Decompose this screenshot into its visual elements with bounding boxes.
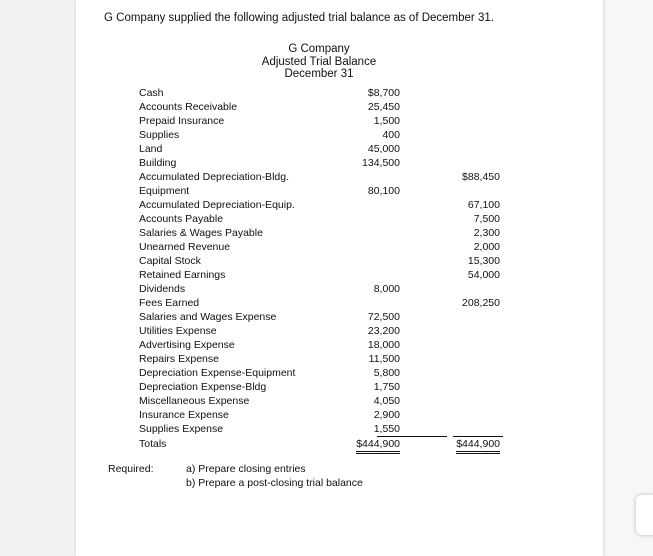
debit-amount: 45,000 bbox=[367, 143, 400, 155]
account-name: Land bbox=[139, 143, 163, 155]
table-row bbox=[139, 394, 509, 408]
table-row bbox=[139, 254, 509, 268]
account-name: Retained Earnings bbox=[139, 269, 226, 281]
debit-amount: 25,450 bbox=[367, 101, 400, 113]
account-name: Accounts Payable bbox=[139, 213, 224, 225]
credit-amount: 54,000 bbox=[467, 269, 500, 281]
credit-amount: 7,500 bbox=[473, 213, 500, 225]
table-row bbox=[139, 156, 509, 170]
statement-header bbox=[230, 43, 408, 81]
debit-amount: 1,750 bbox=[373, 381, 400, 393]
debit-amount: $444,900 bbox=[356, 437, 400, 454]
table-row bbox=[139, 282, 509, 296]
required-item-b: b) Prepare a post-closing trial balance bbox=[186, 476, 363, 489]
account-name: Repairs Expense bbox=[139, 353, 219, 365]
statement-title: Adjusted Trial Balance bbox=[261, 55, 377, 68]
debit-amount: 4,050 bbox=[373, 395, 400, 407]
credit-amount: $444,900 bbox=[456, 437, 500, 454]
account-name: Supplies Expense bbox=[139, 423, 224, 435]
required-items bbox=[186, 463, 363, 490]
required-item-a: a) Prepare closing entries bbox=[186, 463, 306, 475]
credit-amount: 2,000 bbox=[473, 241, 500, 253]
floating-tab[interactable] bbox=[636, 495, 653, 535]
account-name: Dividends bbox=[139, 283, 186, 295]
credit-amount: 67,100 bbox=[467, 199, 500, 211]
account-name: Utilities Expense bbox=[139, 325, 217, 337]
table-row bbox=[139, 170, 509, 184]
debit-amount: 72,500 bbox=[367, 311, 400, 323]
debit-amount: 1,500 bbox=[373, 115, 400, 127]
account-name: Cash bbox=[139, 87, 164, 99]
statement-date: December 31 bbox=[284, 68, 354, 80]
intro-text: G Company supplied the following adjusted trial balance as of December 31. bbox=[104, 12, 494, 24]
account-name: Accumulated Depreciation-Bldg. bbox=[139, 171, 289, 183]
table-row bbox=[139, 114, 509, 128]
table-row bbox=[139, 128, 509, 142]
company-name: G Company bbox=[288, 43, 350, 55]
account-name: Equipment bbox=[139, 185, 190, 197]
debit-amount: 2,900 bbox=[373, 409, 400, 421]
account-name: Prepaid Insurance bbox=[139, 115, 225, 127]
table-row bbox=[139, 437, 509, 451]
account-name: Salaries and Wages Expense bbox=[139, 311, 277, 323]
table-row bbox=[139, 240, 509, 254]
debit-amount: 8,000 bbox=[373, 283, 400, 295]
account-name: Miscellaneous Expense bbox=[139, 395, 250, 407]
credit-amount: 2,300 bbox=[473, 227, 500, 239]
required-label: Required: bbox=[108, 463, 154, 475]
account-name: Accumulated Depreciation-Equip. bbox=[139, 199, 295, 211]
table-row bbox=[139, 422, 509, 436]
debit-amount: 1,550 bbox=[373, 423, 400, 435]
table-row bbox=[139, 212, 509, 226]
table-row bbox=[139, 100, 509, 114]
table-row bbox=[139, 86, 509, 100]
table-row bbox=[139, 352, 509, 366]
account-name: Totals bbox=[139, 438, 167, 450]
debit-amount: $8,700 bbox=[367, 87, 400, 99]
trial-balance-table bbox=[139, 86, 509, 451]
account-name: Accounts Receivable bbox=[139, 101, 238, 113]
total-rule-debit bbox=[377, 436, 447, 437]
table-row bbox=[139, 198, 509, 212]
table-row bbox=[139, 226, 509, 240]
table-row bbox=[139, 380, 509, 394]
table-row bbox=[139, 184, 509, 198]
side-panel bbox=[606, 0, 653, 556]
debit-amount: 23,200 bbox=[367, 325, 400, 337]
account-name: Insurance Expense bbox=[139, 409, 229, 421]
debit-amount: 18,000 bbox=[367, 339, 400, 351]
debit-amount: 80,100 bbox=[367, 185, 400, 197]
account-name: Fees Earned bbox=[139, 297, 200, 309]
account-name: Capital Stock bbox=[139, 255, 201, 267]
account-name: Salaries & Wages Payable bbox=[139, 227, 263, 239]
table-row bbox=[139, 268, 509, 282]
table-row bbox=[139, 338, 509, 352]
credit-amount: 15,300 bbox=[467, 255, 500, 267]
debit-amount: 400 bbox=[382, 129, 400, 141]
credit-amount: $88,450 bbox=[462, 171, 500, 183]
table-row bbox=[139, 142, 509, 156]
table-row bbox=[139, 296, 509, 310]
credit-amount: 208,250 bbox=[462, 297, 500, 309]
account-name: Advertising Expense bbox=[139, 339, 235, 351]
table-row bbox=[139, 366, 509, 380]
total-rule-credit bbox=[453, 436, 503, 437]
table-row bbox=[139, 324, 509, 338]
account-name: Depreciation Expense-Equipment bbox=[139, 367, 296, 379]
debit-amount: 134,500 bbox=[362, 157, 400, 169]
account-name: Unearned Revenue bbox=[139, 241, 231, 253]
debit-amount: 5,800 bbox=[373, 367, 400, 379]
debit-amount: 11,500 bbox=[368, 353, 400, 365]
account-name: Building bbox=[139, 157, 177, 169]
account-name: Depreciation Expense-Bldg bbox=[139, 381, 267, 393]
account-name: Supplies bbox=[139, 129, 180, 141]
table-row bbox=[139, 310, 509, 324]
table-row bbox=[139, 408, 509, 422]
